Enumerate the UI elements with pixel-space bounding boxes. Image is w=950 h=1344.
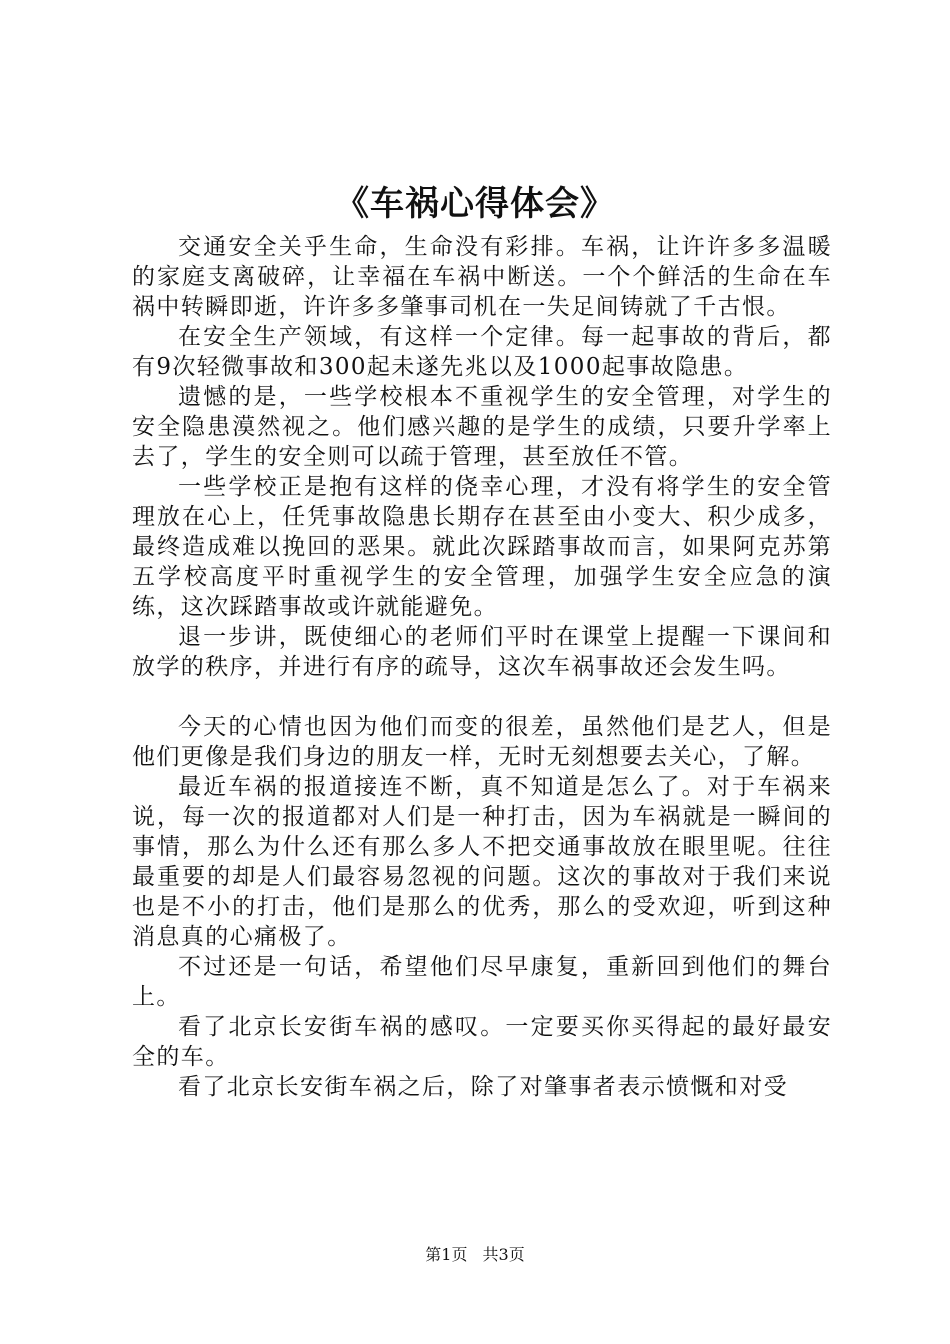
- paragraph: 今天的心情也因为他们而变的很差，虽然他们是艺人，但是他们更像是我们身边的朋友一样，无时无刻想要去关心，了解。: [132, 714, 832, 770]
- page-number: 第1页: [425, 1245, 468, 1264]
- paragraph: 在安全生产领域，有这样一个定律。每一起事故的背后，都有9次轻微事故和300起未遂先兆以及1000起事故隐患。: [132, 324, 832, 380]
- paragraph: 不过还是一句话，希望他们尽早康复，重新回到他们的舞台上。: [132, 954, 832, 1010]
- page-footer: [0, 1244, 950, 1266]
- document-title: 《车祸心得体会》: [335, 184, 615, 224]
- paragraph: 看了北京长安街车祸的感叹。一定要买你买得起的最好最安全的车。: [132, 1014, 832, 1070]
- document-body: [132, 232, 832, 1102]
- total-pages: 共3页: [482, 1245, 525, 1264]
- paragraph: 最近车祸的报道接连不断，真不知道是怎么了。对于车祸来说，每一次的报道都对人们是一种打击，因为车祸就是一瞬间的事情，那么为什么还有那么多人不把交通事故放在眼里呢。往往最重要的却是人们最容易忽视的问题。这次的事故对于我们来说也是不小的打击，他们是那么的优秀，那么的受欢迎，听到这种消息真的心痛极了。: [132, 774, 832, 950]
- paragraph: 看了北京长安街车祸之后，除了对肇事者表示愤慨和对受: [178, 1074, 788, 1100]
- paragraph: 遗憾的是，一些学校根本不重视学生的安全管理，对学生的安全隐患漠然视之。他们感兴趣的是学生的成绩，只要升学率上去了，学生的安全则可以疏于管理，甚至放任不管。: [132, 384, 832, 470]
- paragraph: 退一步讲，既使细心的老师们平时在课堂上提醒一下课间和放学的秩序，并进行有序的疏导，这次车祸事故还会发生吗。: [132, 624, 832, 680]
- paragraph: 一些学校正是抱有这样的侥幸心理，才没有将学生的安全管理放在心上，任凭事故隐患长期存在甚至由小变大、积少成多，最终造成难以挽回的恶果。就此次踩踏事故而言，如果阿克苏第五学校高度平时重视学生的安全管理，加强学生安全应急的演练，这次踩踏事故或许就能避免。: [132, 474, 832, 620]
- paragraph: 交通安全关乎生命，生命没有彩排。车祸，让许许多多温暖的家庭支离破碎，让幸福在车祸中断送。一个个鲜活的生命在车祸中转瞬即逝，许许多多肇事司机在一失足间铸就了千古恨。: [132, 234, 832, 320]
